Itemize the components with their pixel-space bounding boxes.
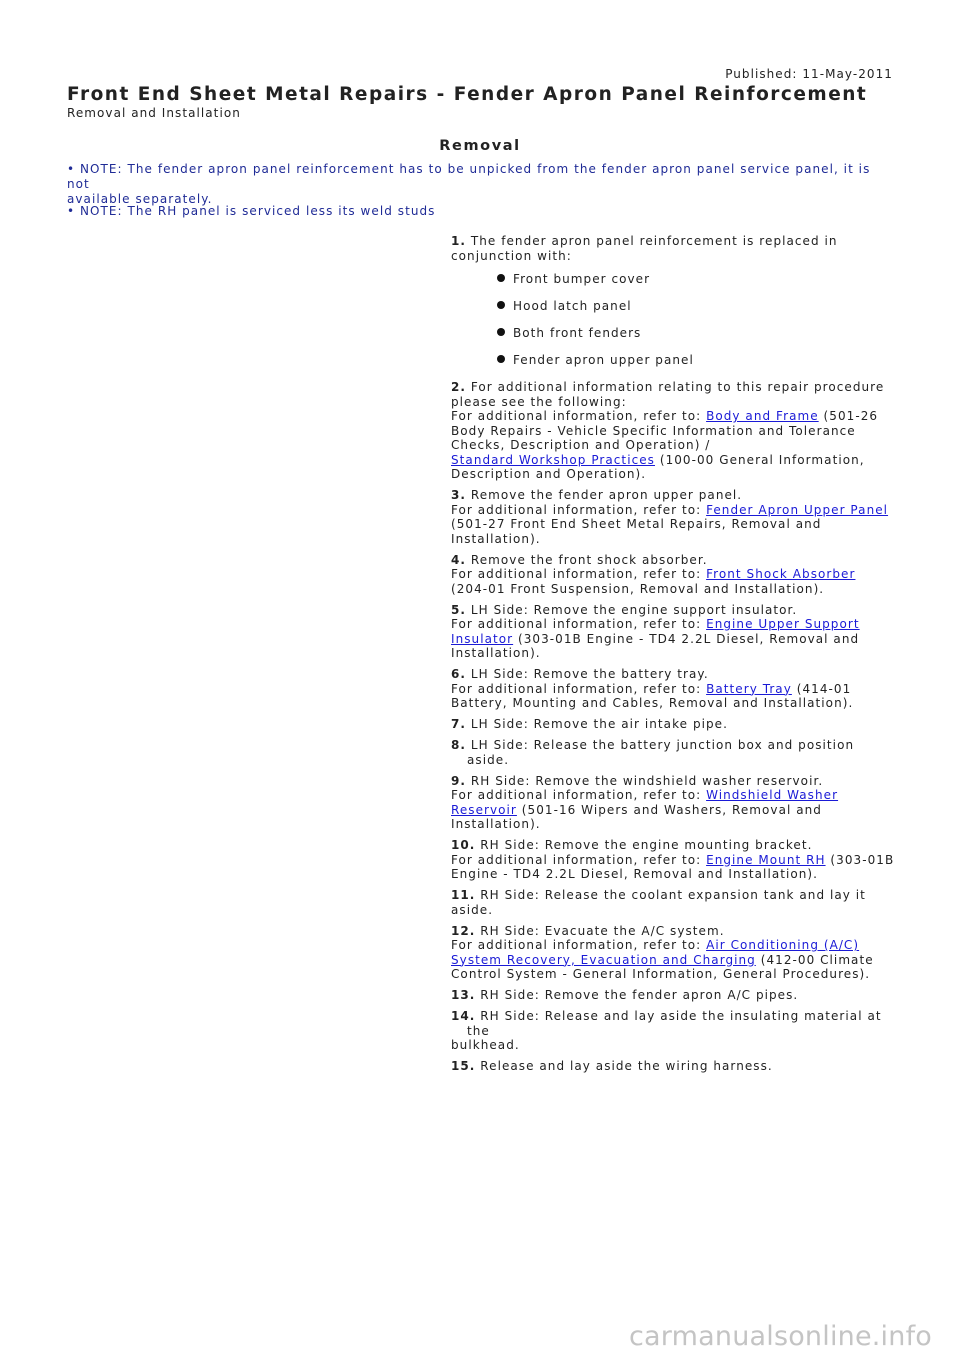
reference-link[interactable]: Front Shock Absorber bbox=[706, 567, 856, 581]
step-6 bbox=[451, 667, 896, 711]
step-text: (501-26 bbox=[818, 409, 879, 423]
step-text: For additional information, refer to: bbox=[451, 788, 707, 802]
list-item: Both front fenders bbox=[467, 326, 896, 340]
bullet-icon bbox=[497, 355, 505, 363]
step-text: LH Side: Remove the air intake pipe. bbox=[470, 717, 728, 731]
step-text: Engine - TD4 2.2L Diesel, Removal and Installation). bbox=[451, 867, 819, 881]
step-text: RH Side: Remove the fender apron A/C pipes. bbox=[480, 988, 799, 1002]
step-text: For additional information, refer to: bbox=[451, 502, 707, 517]
step-text: The fender apron panel reinforcement is replaced in bbox=[470, 234, 838, 248]
step-text: LH Side: Remove the battery tray. bbox=[470, 667, 709, 681]
step-number: 7. bbox=[451, 717, 467, 731]
note-line: • NOTE: The RH panel is serviced less its weld studs bbox=[67, 204, 436, 218]
bullet-icon bbox=[497, 274, 505, 282]
step-3 bbox=[451, 488, 896, 546]
step-text: (501-27 Front End Sheet Metal Repairs, Removal and bbox=[451, 517, 822, 531]
step-text: bulkhead. bbox=[451, 1038, 520, 1052]
step-text: (303-01B Engine - TD4 2.2L Diesel, Removal and bbox=[513, 631, 860, 646]
step-text: (414-01 bbox=[791, 681, 852, 696]
step-13 bbox=[451, 988, 896, 1003]
page-title: Front End Sheet Metal Repairs - Fender Apron Panel Reinforcement bbox=[67, 84, 868, 105]
step-7 bbox=[451, 717, 896, 732]
page-subtitle: Removal and Installation bbox=[67, 106, 241, 120]
step-10 bbox=[451, 838, 896, 882]
reference-link[interactable]: Windshield Washer bbox=[706, 788, 839, 802]
step-text: (100-00 General Information, bbox=[654, 452, 865, 467]
step-number: 6. bbox=[451, 667, 467, 681]
note-unpicked bbox=[67, 162, 897, 207]
step-number: 9. bbox=[451, 773, 467, 788]
step-5 bbox=[451, 603, 896, 661]
step-text: LH Side: Release the battery junction box and position aside. bbox=[467, 738, 855, 767]
step-15 bbox=[451, 1059, 896, 1074]
step-text: (303-01B bbox=[825, 852, 895, 867]
step-text: For additional information relating to this repair procedure bbox=[470, 380, 885, 394]
step-number: 10. bbox=[451, 838, 476, 852]
reference-link[interactable]: Body and Frame bbox=[706, 409, 819, 423]
published-date: Published: 11-May-2011 bbox=[725, 67, 893, 81]
step-number: 5. bbox=[451, 602, 467, 617]
step-text: For additional information, refer to: bbox=[451, 852, 707, 867]
step-number: 12. bbox=[451, 923, 476, 938]
step-11 bbox=[451, 888, 896, 917]
step-text: Installation). bbox=[451, 646, 541, 660]
step-text: For additional information, refer to: bbox=[451, 681, 707, 696]
step-text: please see the following: bbox=[451, 394, 627, 409]
bullet-icon bbox=[497, 301, 505, 309]
step-text: RH Side: Remove the engine mounting bracket. bbox=[480, 838, 813, 852]
step-text: RH Side: Release the coolant expansion tank and lay it bbox=[480, 888, 866, 902]
step-number: 8. bbox=[451, 738, 467, 752]
section-heading-removal: Removal bbox=[439, 138, 521, 154]
reference-link[interactable]: System Recovery, Evacuation and Charging bbox=[451, 952, 756, 967]
step-text: RH Side: Remove the windshield washer reservoir. bbox=[470, 773, 824, 788]
reference-link[interactable]: Engine Mount RH bbox=[706, 852, 826, 867]
step-text: Remove the fender apron upper panel. bbox=[470, 488, 743, 502]
step-14 bbox=[451, 1009, 896, 1053]
step-1 bbox=[451, 234, 896, 367]
step-text: (501-16 Wipers and Washers, Removal and bbox=[516, 802, 822, 817]
step-text: Release and lay aside the wiring harness. bbox=[480, 1059, 773, 1073]
reference-link[interactable]: Battery Tray bbox=[706, 681, 792, 696]
reference-link[interactable]: Insulator bbox=[451, 631, 514, 646]
step-number: 3. bbox=[451, 488, 467, 502]
list-item: Fender apron upper panel bbox=[467, 353, 896, 367]
step-number: 13. bbox=[451, 988, 476, 1002]
step-text: Battery, Mounting and Cables, Removal and Installation). bbox=[451, 696, 854, 710]
step-number: 15. bbox=[451, 1059, 476, 1073]
step-text: RH Side: Evacuate the A/C system. bbox=[480, 923, 725, 938]
note-weld-studs bbox=[67, 204, 897, 219]
step-number: 1. bbox=[451, 234, 467, 248]
step-number: 2. bbox=[451, 380, 467, 394]
list-item: Front bumper cover bbox=[467, 272, 896, 286]
step-text: For additional information, refer to: bbox=[451, 567, 707, 581]
reference-link[interactable]: Standard Workshop Practices bbox=[451, 452, 655, 467]
step-text: Remove the front shock absorber. bbox=[470, 552, 708, 567]
step-text: For additional information, refer to: bbox=[451, 409, 707, 423]
step-text: Installation). bbox=[451, 817, 541, 831]
procedure-steps bbox=[451, 234, 896, 1080]
step-number: 14. bbox=[451, 1009, 476, 1023]
note-line: • NOTE: The fender apron panel reinforcement has to be unpicked from the fender apron panel service panel, it is not bbox=[67, 162, 871, 191]
step-text: Description and Operation). bbox=[451, 467, 647, 481]
step-4 bbox=[451, 553, 896, 597]
step-text: Installation). bbox=[451, 531, 541, 546]
step-text: For additional information, refer to: bbox=[451, 617, 707, 631]
step-text: aside. bbox=[451, 902, 494, 917]
step-8 bbox=[451, 738, 896, 767]
reference-link[interactable]: Reservoir bbox=[451, 802, 517, 817]
step-text: LH Side: Remove the engine support insulator. bbox=[470, 602, 798, 617]
step-2 bbox=[451, 380, 896, 482]
watermark-logo: carmanualsonline.info bbox=[629, 1321, 932, 1352]
step-text: Control System - General Information, General Procedures). bbox=[451, 967, 871, 981]
reference-link[interactable]: Fender Apron Upper Panel bbox=[706, 502, 889, 517]
component-list bbox=[467, 272, 896, 367]
step-9 bbox=[451, 774, 896, 832]
step-number: 11. bbox=[451, 888, 476, 902]
step-number: 4. bbox=[451, 552, 467, 567]
note-line: available separately. bbox=[67, 192, 213, 206]
bullet-icon bbox=[497, 328, 505, 336]
step-text: For additional information, refer to: bbox=[451, 938, 707, 952]
step-text: Checks, Description and Operation) / bbox=[451, 438, 711, 452]
step-text: Body Repairs - Vehicle Specific Information and Tolerance bbox=[451, 423, 856, 438]
step-text: conjunction with: bbox=[451, 248, 572, 263]
step-text: RH Side: Release and lay aside the insulating material at the bbox=[467, 1009, 882, 1038]
step-text: (204-01 Front Suspension, Removal and Installation). bbox=[451, 581, 825, 596]
list-item: Hood latch panel bbox=[467, 299, 896, 313]
step-12 bbox=[451, 924, 896, 982]
reference-link[interactable]: Engine Upper Support bbox=[706, 617, 860, 631]
step-text: (412-00 Climate bbox=[755, 952, 874, 967]
reference-link[interactable]: Air Conditioning (A/C) bbox=[706, 938, 860, 952]
